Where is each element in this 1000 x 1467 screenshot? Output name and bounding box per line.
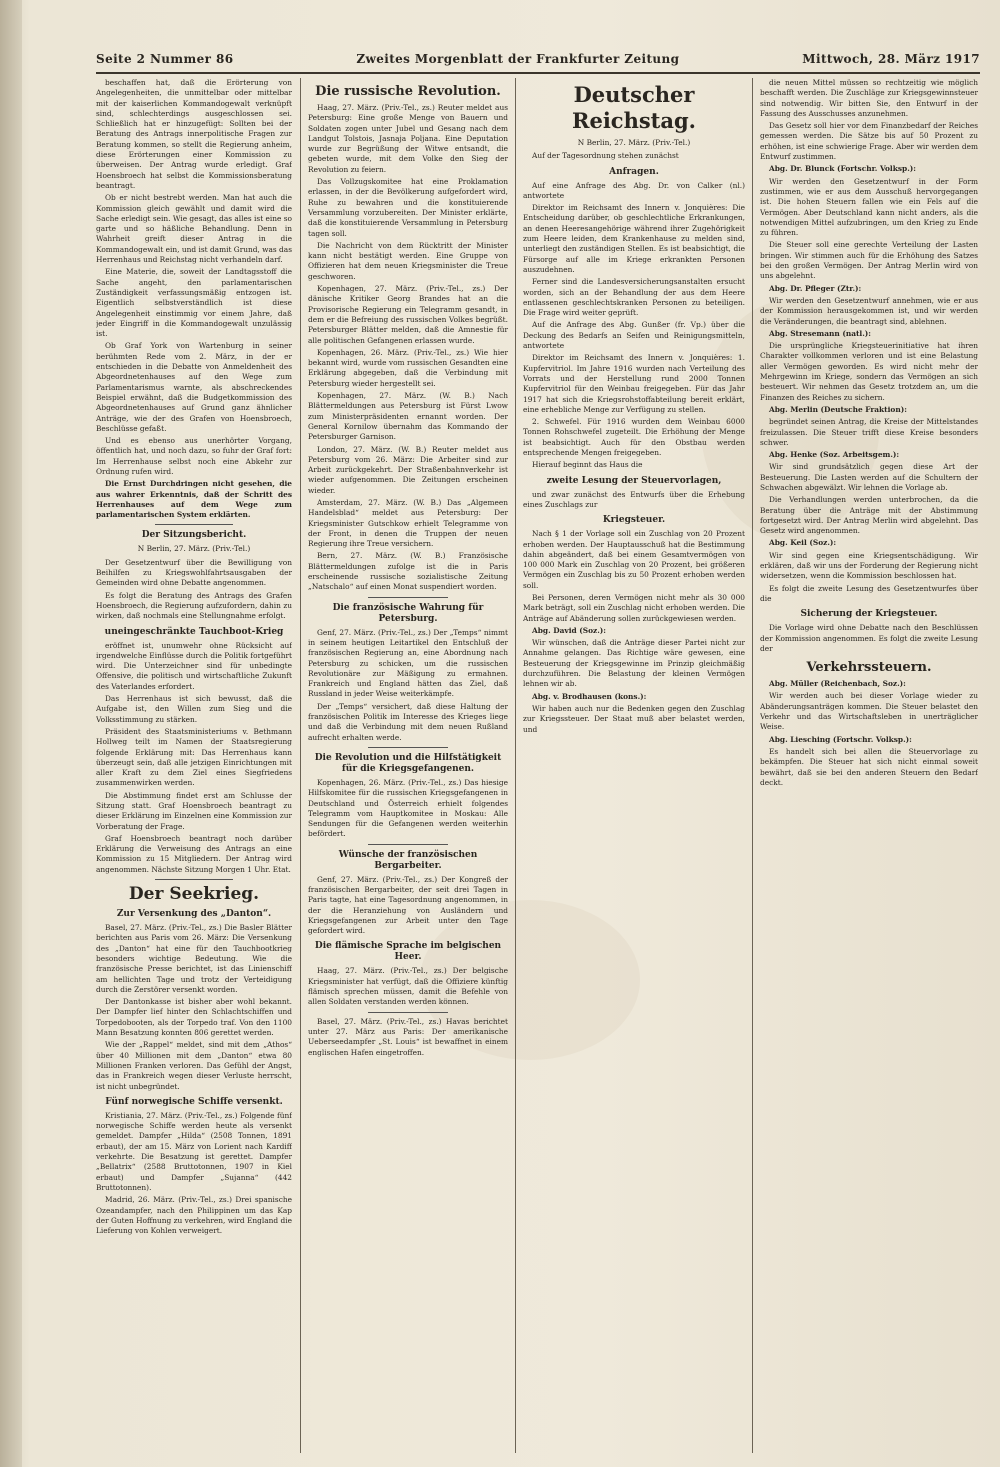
paragraph: Ferner sind die Landesversicherungsanstalten ersucht worden, sich an der Behandlung der aus dem Heere entlassenen geschlechtskranken Personen zu beteiligen. Die Frage wird weiter geprüft. [523, 277, 745, 318]
column-1 [96, 78, 292, 1453]
header-page-number: Seite 2 Nummer 86 [96, 52, 234, 66]
section-heading: Zur Versenkung des „Danton“. [116, 909, 272, 920]
paragraph: Das Vollzugskomitee hat eine Proklamation erlassen, in der die Bevölkerung aufgefordert wird, Ruhe zu bewahren und die konstituierende Versammlung vorzubereiten. Der Minister erklärte, daß die konstituierende Versammlung in Petersburg tagen soll. [308, 177, 508, 238]
section-heading: Die Revolution und die Hilfstätigkeit für die Kriegsgefangenen. [314, 752, 502, 774]
paragraph: Auf eine Anfrage des Abg. Dr. von Calker (nl.) antwortete [523, 180, 745, 200]
paragraph: Wie der „Rappel“ meldet, sind mit dem „Athos“ über 40 Millionen mit dem „Danton“ etwa 80 Millionen Franken verloren. Das Gefühl der Angst, das in Frankreich wegen dieser Verluste herrscht, ist nicht unbegründet. [96, 1040, 292, 1091]
paragraph: Nach § 1 der Vorlage soll ein Zuschlag von 20 Prozent erhoben werden. Der Hauptausschuß hat die Bestimmung dahin abgeändert, daß bei einem Gesamtvermögen von 100 000 Mark ein Zuschlag von 20 Prozent, bei größeren Vermögen ein Zuschlag bis zu 50 Prozent erhoben werden soll. [523, 529, 745, 590]
paragraph: Eine Materie, die, soweit der Landtagsstoff die Sache angeht, den parlamentarischen Zuständigkeit verfassungsmäßig entzogen ist. Eigentlich selbstverständlich ist diese Angelegenheit einstimmig vor einem Jahre, daß jeder Eingriff in die Kommandogewalt unzulässig ist. [96, 267, 292, 339]
dateline: N Berlin, 27. März. (Priv.-Tel.) [577, 138, 691, 147]
paragraph: Genf, 27. März. (Priv.-Tel., zs.) Der Kongreß der französischen Bergarbeiter, der seit drei Tagen in Paris tagte, hat eine Tagesordnung angenommen, in der die Heranziehung von Ausländern und Kriegsgefangenen zur Arbeit unter den Tage gefordert wird. [308, 874, 508, 936]
divider [155, 879, 233, 880]
section-heading: zweite Lesung der Steuervorlagen, [546, 475, 722, 486]
paragraph: Wir sind gegen eine Kriegsentschädigung. Wir erklären, daß wir uns der Forderung der Regierung nicht widersetzen, wenn die Kommission beschlossen hat. [760, 550, 978, 581]
paragraph: Basel, 27. März. (Priv.-Tel., zs.) Havas berichtet unter 27. März aus Paris: Der amerikanische Ueberseedampfer „St. Louis“ ist bewaffnet in einem englischen Hafen eingetroffen. [308, 1016, 508, 1057]
section-heading: uneingeschränkte Tauchboot-Krieg [104, 626, 284, 637]
column-divider [515, 78, 516, 1453]
paragraph: Wir werden den Gesetzentwurf annehmen, wie er aus der Kommission herausgekommen ist, und wir werden die Veränderungen, die beantragt sind, ablehnen. [760, 295, 978, 326]
column-3 [523, 78, 745, 1453]
paragraph: Präsident des Staatsministeriums v. Bethmann Hollweg teilt im Namen der Staatsregierung folgende Erklärung mit: Das Herrenhaus kann überzeugt sein, daß alle jetzigen Einrichtungen mit aller Kraft zu dem Ziel eines Siegfriedens zusammenwirken werden. [96, 726, 292, 788]
paragraph: Hierauf beginnt das Haus die [532, 460, 643, 470]
speaker-label: Abg. Stresemann (natl.): [769, 328, 872, 338]
paragraph: Es folgt die zweite Lesung des Gesetzentwurfes über die [760, 583, 978, 603]
speaker-label: Abg. David (Soz.): [532, 625, 607, 635]
paragraph: Amsterdam, 27. März. (W. B.) Das „Algemeen Handelsblad“ meldet aus Petersburg: Der Kriegsminister Gutschkow erhielt Telegramme von der Front, in denen die Truppen der neuen Regierung ihre Treue versichern. [308, 497, 508, 549]
column-divider [752, 78, 753, 1453]
paragraph: Die Abstimmung findet erst am Schlusse der Sitzung statt. Graf Hoensbroech beantragt zu dieser Erklärung im Einzelnen eine Kommission zur Vorberatung der Frage. [96, 790, 292, 831]
paragraph: Haag, 27. März. (Priv.-Tel., zs.) Der belgische Kriegsminister hat verfügt, daß die Offiziere künftig flämisch sprechen müssen, damit die Befehle von allen Soldaten verstanden werden können. [308, 966, 508, 1007]
speaker-label: Abg. Dr. Blunck (Fortschr. Volksp.): [769, 164, 916, 174]
paragraph: eröffnet ist, unumwehr ohne Rücksicht auf irgendwelche Einflüsse durch die Politik fortgeführt wird. Die Unterzeichner sind für unbedingte Offensive, die politisch und wirtschaftliche Zukunft des Vaterlandes erfordert. [96, 640, 292, 691]
divider [368, 1012, 448, 1013]
divider [155, 524, 233, 525]
header-masthead: Zweites Morgenblatt der Frankfurter Zeitung [356, 52, 680, 66]
paragraph: Wir werden auch bei dieser Vorlage wieder zu Abänderungsanträgen kommen. Die Steuer belastet den Verkehr und das Wirtschaftsleben in unerträglicher Weise. [760, 691, 978, 732]
paragraph: Und es ebenso aus unerhörter Vorgang, öffentlich hat, und noch dazu, so fuhr der Graf fort: Im Herrenhause selbst noch eine Abkehr zur Ordnung rufen wird. [96, 436, 292, 476]
speaker-label: Abg. v. Brodhausen (kons.): [532, 691, 647, 701]
paragraph: 2. Schwefel. Für 1916 wurden dem Weinbau 6000 Tonnen Rohschwefel zugeteilt. Die Erhöhung der Menge ist beabsichtigt. Auch für den Obstbau werden entsprechende Mengen freigegeben. [523, 417, 745, 458]
book-spine [0, 0, 22, 1467]
header-date: Mittwoch, 28. März 1917 [802, 52, 980, 66]
section-heading: Kriegsteuer. [602, 515, 666, 526]
column-2 [308, 78, 508, 1453]
paragraph: Der Gesetzentwurf über die Bewilligung von Beihilfen zu Kriegswohlfahrtsausgaben der Gemeinden wird ohne Debatte angenommen. [96, 557, 292, 588]
paragraph: Auf der Tagesordnung stehen zunächst [532, 151, 679, 161]
paragraph: Auf die Anfrage des Abg. Gunßer (fr. Vp.) über die Deckung des Bedarfs an Seifen und Reinigungsmitteln, antwortete [523, 320, 745, 351]
paragraph: Es handelt sich bei allen die Steuervorlage zu bekämpfen. Die Steuer hat sich nicht einmal soweit bewährt, daß sie bei den anderen Steuern den Bedarf deckt. [760, 746, 978, 787]
speaker-label: Abg. Liesching (Fortschr. Volksp.): [769, 734, 912, 744]
paragraph: Ob er nicht bestrebt werden. Man hat auch die Kommission gleich gewählt und damit wird die Sache erledigt sein. Wie gesagt, das alles ist eine so garte und so häßliche Behandlung. Denn in Wahrheit greift dieser Antrag in die Kommandogewalt ein, und ist damit Grund, was das Herrenhaus und Reichstag nicht verhandeln darf. [96, 193, 292, 265]
paragraph: Bern, 27. März. (W. B.) Französische Blättermeldungen zufolge ist die in Paris erscheinende russische sozialistische Zeitung „Natschalo“ auf einen Monat suspendiert worden. [308, 551, 508, 592]
speaker-label: Abg. Müller (Reichenbach, Soz.): [769, 679, 906, 689]
paragraph: Die Verhandlungen werden unterbrochen, da die Beratung über die Anträge mit der Abstimmung fortgesetzt wird. Der Antrag Merlin wird abgelehnt. Das Gesetz wird angenommen. [760, 495, 978, 536]
dateline: N Berlin, 27. März. (Priv.-Tel.) [137, 544, 251, 554]
section-title: Der Seekrieg. [128, 884, 260, 905]
paragraph: London, 27. März. (W. B.) Reuter meldet aus Petersburg vom 26. März: Die Arbeiter sind zur Arbeit zurückgekehrt. Der Straßenbahnverkehr ist wieder aufgenommen. Die Zeitungen erscheinen wieder. [308, 444, 508, 495]
paragraph: Kopenhagen, 26. März. (Priv.-Tel., zs.) Das hiesige Hilfskomitee für die russischen Kriegsgefangenen in Deutschland und Österreich erhielt folgendes Telegramm vom Hauptkomitee in Moskau: Alle Sendungen für die Gefangenen werden weiterhin befördert. [308, 777, 508, 839]
paragraph: Ob Graf York von Wartenburg in seiner berühmten Rede vom 2. März, in der er entschieden in die Debatte von Anmeldenheit des Abgeordnetenhauses auf den Wege zum Parlamentarismus warnte, als abschreckendes Beispiel erwähnt, daß die Budgetkommission des Abgeordnetenhauses auf Grund ganz ähnlicher Anträge, wie der des Grafen von Hoensbroech, Beschlüsse gefaßt. [96, 341, 292, 433]
paragraph: Das Herrenhaus ist sich bewusst, daß die Aufgabe ist, den Willen zum Sieg und die Volksstimmung zu stärken. [96, 694, 292, 724]
paragraph: Kopenhagen, 26. März. (Priv.-Tel., zs.) Wie hier bekannt wird, wurde vom russischen Gesandten eine Erklärung abgegeben, daß die Verbindung mit Petersburg wieder hergestellt sei. [308, 347, 508, 388]
paragraph: Wir sind grundsätzlich gegen diese Art der Besteuerung. Die Lasten werden auf die Schultern der Schwachen abgewälzt. Wir lehnen die Vorlage ab. [760, 462, 978, 492]
speaker-label: Abg. Dr. Pfleger (Ztr.): [769, 283, 862, 293]
column-divider [300, 78, 301, 1453]
paragraph: beschaffen hat, daß die Erörterung von Angelegenheiten, die unmittelbar oder mittelbar mit der kaiserlichen Kommandogewalt verknüpft sind, schlechterdings ausgeschlossen sei. Schließlich hat er hinzugefügt: Sollten bei der Beratung des Antrags innerpolitische Fragen zur Beratung kommen, so stellt die Regierung anheim, diese Erörterungen einer Kommission zu überweisen. Der Antrag wurde erledigt. Graf Hoensbroech hat selbst die Kommissionsberatung beantragt. [96, 78, 292, 190]
section-title: Die russische Revolution. [315, 84, 501, 99]
paragraph: die neuen Mittel müssen so rechtzeitig wie möglich beschafft werden. Die Zuschläge zur Kriegsgewinnsteuer sind notwendig. Wir bitten Sie, den Entwurf in der Fassung des Ausschusses anzunehmen. [760, 78, 978, 118]
section-title: Verkehrssteuern. [806, 660, 932, 676]
paragraph: Direktor im Reichsamt des Innern v. Jonquières: 1. Kupfervitriol. Im Jahre 1916 wurden nach Verteilung des Vorrats und der Herstellung rund 2000 Tonnen Kupfervitriol für den Weinbau freigegeben. Für das Jahr 1917 hat sich die Kriegsrohstoffabteilung bereit erklärt, eine erhebliche Menge zur Verfügung zu stellen. [523, 353, 745, 414]
paragraph: Haag, 27. März. (Priv.-Tel., zs.) Reuter meldet aus Petersburg: Eine große Menge von Bauern und Soldaten zogen unter Jubel und Gesang nach dem Landgut Tolstois, Jasnaja Poljana. Eine Deputation wurde zur Begrüßung der Witwe entsandt, die gebeten wurde, mit dem Volke den Sieg der Revolution zu feiern. [308, 103, 508, 174]
paragraph: Wir wünschen, daß die Anträge dieser Partei nicht zur Annahme gelangen. Das Richtige wäre gewesen, eine Besteuerung der Kriegsgewinne im Prinzip gleichmäßig durchzuführen. Die Belastung der kleinen Vermögen lehnen wir ab. [523, 638, 745, 689]
section-heading: Die flämische Sprache im belgischen Heer. [314, 941, 502, 963]
header-rule [96, 72, 980, 74]
paragraph: Direktor im Reichsamt des Innern v. Jonquières: Die Entscheidung darüber, ob geschlechtliche Erkrankungen, an denen Heeresangehörige während ihrer Zugehörigkeit zum Heere leiden, dem Krankenhause zu melden sind, unterliegt den zuständigen Stellen. Es ist beabsichtigt, die Fürsorge auf alle im Kriege erkrankten Personen auszudehnen. [523, 203, 745, 274]
paragraph: Kristiania, 27. März. (Priv.-Tel., zs.) Folgende fünf norwegische Schiffe werden heute als versenkt gemeldet. Dampfer „Hilda“ (2508 Tonnen, 1891 erbaut), der am 15. März von Lorient nach Kardiff verkehrte. Die Besatzung ist gerettet. Dampfer „Bellatrix“ (2588 Bruttotonnen, 1907 in Kiel erbaut) und Dampfer „Sujanna“ (442 Bruttotonnen). [96, 1110, 292, 1192]
speaker-label: Abg. Merlin (Deutsche Fraktion): [769, 404, 907, 414]
paragraph: Der „Temps“ versichert, daß diese Haltung der französischen Politik im Interesse des Krieges liege und daß die Verbindung mit dem neuen Rußland aufrecht erhalten werde. [308, 701, 508, 742]
section-heading: Die französische Wahrung für Petersburg. [332, 602, 484, 624]
paragraph: Die ursprüngliche Kriegsteuerinitiative hat ihren Charakter vollkommen verloren und ist eine Belastung aller Vermögen geworden. Es wird nicht mehr der Mehrgewinn im Kriege, sondern das Vermögen an sich besteuert. Wir nehmen das Gesetz trotzdem an, um die Finanzen des Reiches zu sichern. [760, 341, 978, 402]
speaker-label: Abg. Henke (Soz. Arbeitsgem.): [769, 450, 900, 460]
section-heading: Der Sitzungsbericht. [141, 530, 247, 541]
divider [368, 597, 448, 598]
section-title: Deutscher Reichstag. [572, 82, 696, 133]
page-header [96, 48, 980, 70]
paragraph: Kopenhagen, 27. März. (W. B.) Nach Blättermeldungen aus Petersburg ist Fürst Lwow zum Ministerpräsidenten ernannt worden. Der General Kornilow übernahm das Kommando der Petersburger Garnison. [308, 391, 508, 442]
paragraph: Graf Hoensbroech beantragt noch darüber Erklärung die Verweisung des Antrags an eine Kommission zu 15 Mitgliedern. Der Antrag wird angenommen. Nächste Sitzung Morgen 1 Uhr. Etat. [96, 833, 292, 874]
paragraph: Kopenhagen, 27. März. (Priv.-Tel., zs.) Der dänische Kritiker Georg Brandes hat an die Provisorische Regierung ein Telegramm gesandt, in dem er die Befreiung des russischen Volkes begrüßt. Petersburger Blätter melden, daß die Amnestie für alle politischen Gefangenen erlassen wurde. [308, 284, 508, 345]
section-heading: Anfragen. [609, 166, 659, 177]
paragraph: Die Ernst Durchdringen nicht gesehen, die aus wahrer Erkenntnis, daß der Schritt des Herrenhauses auf dem Wege zum parlamentarischen System erklärten. [96, 479, 292, 520]
paragraph: Basel, 27. März. (Priv.-Tel., zs.) Die Basler Blätter berichten aus Paris vom 26. März: Die Versenkung des „Danton“ hat eine für den Tauchbootkrieg besonders wichtige Bedeutung. Wie die französische Presse berichtet, ist das Linienschiff am hellichten Tage und trotz der Verteidigung durch die Zerstörer versenkt worden. [96, 923, 292, 994]
paragraph: Der Dantonkasse ist bisher aber wohl bekannt. Der Dampfer lief hinter den Schlachtschiffen und Torpedobooten, als der Torpedo traf. Von den 1100 Mann Besatzung konnten 806 gerettet werden. [96, 997, 292, 1038]
divider [368, 844, 448, 845]
paragraph: Genf, 27. März. (Priv.-Tel., zs.) Der „Temps“ nimmt in seinem heutigen Leitartikel den Entschluß der französischen Regierung an, eine Abordnung nach Petersburg zu schicken, um die russischen Revolutionäre zur Mäßigung zu ermahnen. Frankreich und England hätten das Ziel, daß Russland in jeder Weise weiterkämpfe. [308, 627, 508, 699]
paragraph: Es folgt die Beratung des Antrags des Grafen Hoensbroech, die Regierung aufzufordern, dahin zu wirken, daß nochmals eine Stellungnahme erfolgt. [96, 590, 292, 621]
paragraph: Das Gesetz soll hier vor dem Finanzbedarf der Reiches gemessen werden. Die Sätze bis auf 50 Prozent zu erhöhen, ist eine schwierige Frage. Aber wir werden dem Entwurf zustimmen. [760, 121, 978, 162]
column-4 [760, 78, 978, 1453]
section-heading: Sicherung der Kriegsteuer. [800, 609, 938, 620]
paragraph: Madrid, 26. März. (Priv.-Tel., zs.) Drei spanische Ozeandampfer, nach den Philippinen um das Kap der Guten Hoffnung zu verkehren, wird England die Lieferung von Kohlen verweigert. [96, 1195, 292, 1236]
paragraph: Wir werden den Gesetzentwurf in der Form zustimmen, wie er aus dem Ausschuß hervorgegangen ist. Die hohen Steuern fallen wie ein Fels auf die Vermögen. Aber Deutschland kann nicht anders, als die notwendigen Mittel aufzubringen, um den Krieg zu Ende zu führen. [760, 176, 978, 238]
paragraph: Die Nachricht von dem Rücktritt der Minister kann nicht bestätigt werden. Eine Gruppe von Offizieren hat dem neuen Kriegsminister die Treue geschworen. [308, 240, 508, 281]
paragraph: Die Vorlage wird ohne Debatte nach den Beschlüssen der Kommission angenommen. Es folgt die zweite Lesung der [760, 623, 978, 653]
paragraph: Die Steuer soll eine gerechte Verteilung der Lasten bringen. Wir stimmen auch für die Erhöhung des Satzes bei den großen Vermögen. Der Antrag Merlin wird von uns abgelehnt. [760, 240, 978, 281]
divider [368, 747, 448, 748]
paragraph: Bei Personen, deren Vermögen nicht mehr als 30 000 Mark beträgt, soll ein Zuschlag nicht erhoben werden. Die Anträge auf Abänderung sollen zurückgewiesen werden. [523, 592, 745, 623]
paragraph: begründet seinen Antrag, die Kreise der Mittelstandes freizulassen. Die Steuer trifft diese Kreise besonders schwer. [760, 417, 978, 447]
section-heading: Fünf norwegische Schiffe versenkt. [105, 1096, 283, 1107]
speaker-label: Abg. Keil (Soz.): [769, 538, 837, 548]
paragraph: Wir haben auch nur die Bedenken gegen den Zuschlag zur Kriegssteuer. Der Staat muß aber belastet werden, und [523, 703, 745, 734]
paragraph: und zwar zunächst des Entwurfs über die Erhebung eines Zuschlags zur [523, 489, 745, 509]
section-heading: Wünsche der französischen Bergarbeiter. [338, 849, 478, 871]
